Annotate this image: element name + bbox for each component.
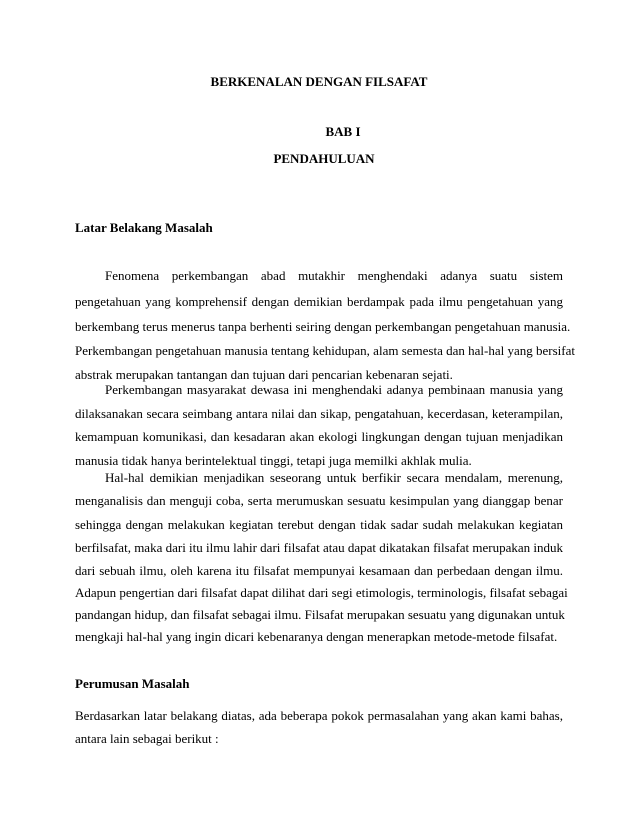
paragraph-line: dari sebuah ilmu, oleh karena itu filsafat mempunyai kesamaan dan perbedaan dengan ilmu. bbox=[75, 563, 563, 578]
paragraph-line: Perkembangan masyarakat dewasa ini menghendaki adanya pembinaan manusia yang bbox=[105, 382, 563, 397]
paragraph-line: Fenomena perkembangan abad mutakhir menghendaki adanya suatu sistem bbox=[105, 268, 563, 283]
paragraph-line: menganalisis dan menguji coba, serta merumuskan sesuatu kesimpulan yang dianggap benar bbox=[75, 493, 563, 508]
paragraph-line: mengkaji hal-hal yang ingin dicari kebenaranya dengan menerapkan metode-metode filsafat. bbox=[75, 629, 558, 644]
document-title: BERKENALAN DENGAN FILSAFAT bbox=[210, 74, 428, 89]
paragraph-line: dilaksanakan secara seimbang antara nilai dan sikap, pengatahuan, kecerdasan, keterampilan, bbox=[75, 406, 563, 421]
chapter-number: BAB I bbox=[325, 124, 361, 139]
paragraph-line: pengetahuan yang komprehensif dengan demikian berdampak pada ilmu pengetahuan yang bbox=[75, 294, 563, 309]
paragraph-line: berfilsafat, maka dari itu ilmu lahir dari filsafat atau dapat dikatakan filsafat merupakan induk bbox=[75, 540, 564, 555]
paragraph-line: sehingga dengan melakukan kegiatan terebut dengan tidak sadar sudah melakukan kegiatan bbox=[75, 517, 563, 532]
paragraph-line: manusia tidak hanya berintelektual tinggi, tetapi juga memilki akhlak mulia. bbox=[75, 453, 472, 468]
paragraph-line: Adapun pengertian dari filsafat dapat dilihat dari segi etimologis, terminologis, filsafat sebagai bbox=[75, 585, 568, 600]
paragraph-line: Berdasarkan latar belakang diatas, ada beberapa pokok permasalahan yang akan kami bahas, bbox=[75, 708, 563, 723]
section-heading-background: Latar Belakang Masalah bbox=[75, 220, 213, 235]
paragraph-line: pandangan hidup, dan filsafat sebagai ilmu. Filsafat merupakan sesuatu yang digunakan untuk bbox=[75, 607, 565, 622]
paragraph-line: abstrak merupakan tantangan dan tujuan dari pencarian kebenaran sejati. bbox=[75, 367, 453, 382]
paragraph-line: Perkembangan pengetahuan manusia tentang kehidupan, alam semesta dan hal-hal yang bersifat bbox=[75, 343, 575, 358]
paragraph-line: Hal-hal demikian menjadikan seseorang untuk berfikir secara mendalam, merenung, bbox=[105, 470, 563, 485]
paragraph-line: berkembang terus menerus tanpa berhenti seiring dengan perkembangan pengetahuan manusia. bbox=[75, 319, 571, 334]
chapter-title: PENDAHULUAN bbox=[273, 151, 375, 166]
paragraph-line: kemampuan komunikasi, dan kesadaran akan ekologi lingkungan dengan tujuan menjadikan bbox=[75, 429, 563, 444]
paragraph-line: antara lain sebagai berikut : bbox=[75, 731, 219, 746]
section-heading-problem: Perumusan Masalah bbox=[75, 676, 190, 691]
